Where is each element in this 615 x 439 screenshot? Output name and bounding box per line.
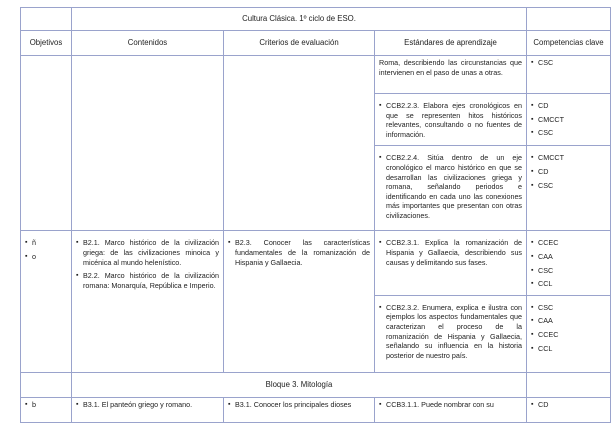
title-blank-cell-right (527, 8, 611, 31)
estandar-item: ▪ CCB2.3.1. Explica la romanización de Hispania y Gallaecia, describiendo sus causas y delimitando sus fases. (379, 238, 523, 267)
criterio-item: ▪ B2.3. Conocer las características fundamentales de la romanización de Hispania y Gallaecia. (228, 238, 370, 267)
title-row (21, 8, 611, 31)
bullet-icon: ▪ (531, 154, 534, 162)
table-row (21, 397, 611, 422)
criterios-cell (224, 56, 375, 231)
header-criterios: Criterios de evaluación (224, 31, 375, 56)
bullet-icon: ▪ (25, 400, 28, 408)
contenido-item: ▪ B2.2. Marco histórico de la civilización romana: Monarquía, República e Imperio. (76, 271, 219, 290)
bullet-icon: ▪ (228, 239, 231, 247)
competencia-item: ▪ CD (531, 166, 549, 176)
curriculum-page (20, 7, 610, 423)
bullet-icon: ▪ (531, 344, 534, 352)
estandar-cell (375, 94, 527, 146)
contenidos-cell (72, 397, 224, 422)
competencias-cell (527, 56, 611, 94)
bullet-icon: ▪ (379, 239, 382, 247)
bullet-icon: ▪ (531, 266, 534, 274)
objetivo-item: ▪ ñ (25, 238, 36, 248)
estandar-cell (375, 397, 527, 422)
bullet-icon: ▪ (531, 317, 534, 325)
estandar-item: ▪ CCB3.1.1. Puede nombrar con su (379, 399, 494, 409)
bullet-icon: ▪ (379, 102, 382, 109)
criterio-item: ▪ B3.1. Conocer los principales dioses (228, 399, 352, 409)
estandar-text: Roma, describiendo las circunstancias que intervienen en el paso de unas a otras. (379, 58, 523, 77)
curriculum-table (20, 7, 611, 423)
competencias-cell (527, 295, 611, 372)
bullet-icon: ▪ (531, 252, 534, 260)
bullet-icon: ▪ (379, 154, 382, 162)
objetivos-cell (21, 56, 72, 231)
bullet-icon: ▪ (531, 280, 534, 288)
estandar-item: ▪ CCB2.2.3. Elabora ejes cronológicos en que se representen hitos históricos relevantes, consultando o no fuentes de información. (379, 101, 523, 139)
competencia-item: ▪ CCL (531, 343, 553, 353)
estandar-cell (375, 295, 527, 372)
estandar-item: ▪ CCB2.2.4. Sitúa dentro de un eje cronológico el marco histórico en que se desarrollan las civilizaciones griega y romana, señalando periodos e identificando en cada uno las conexiones más importantes que presentan con otras civilizaciones. (379, 153, 523, 220)
competencias-cell (527, 397, 611, 422)
criterios-cell (224, 231, 375, 372)
bullet-icon: ▪ (25, 252, 28, 260)
objetivos-cell (21, 397, 72, 422)
bullet-icon: ▪ (531, 129, 534, 137)
table-row (21, 231, 611, 295)
bullet-icon: ▪ (531, 330, 534, 338)
bullet-icon: ▪ (76, 272, 79, 280)
competencias-cell (527, 231, 611, 295)
table-title: Cultura Clásica. 1º ciclo de ESO. (72, 8, 527, 31)
competencia-item: ▪ CSC (531, 180, 554, 190)
competencia-item: ▪ CMCCT (531, 153, 564, 163)
competencia-item: ▪ CCEC (531, 329, 559, 339)
competencia-item: ▪ CSC (531, 302, 554, 312)
objetivo-item: ▪ b (25, 399, 36, 409)
contenidos-cell (72, 56, 224, 231)
contenidos-cell (72, 231, 224, 372)
objetivos-cell (21, 231, 72, 372)
column-header-row (21, 31, 611, 56)
bullet-icon: ▪ (531, 181, 534, 189)
estandar-item: ▪ CCB2.3.2. Enumera, explica e ilustra con ejemplos los aspectos fundamentales que caracterizan el proceso de la romanización de Hispania y Gallaecia, señalando su influencia en la historia posterior de nuestro país. (379, 302, 523, 360)
bullet-icon: ▪ (531, 239, 534, 247)
competencia-item: ▪ CMCCT (531, 114, 564, 124)
competencia-item: ▪ CSC (531, 128, 554, 138)
bullet-icon: ▪ (228, 400, 231, 408)
competencias-cell (527, 94, 611, 146)
section-blank-cell (21, 372, 72, 397)
competencias-cell (527, 146, 611, 231)
section-blank-cell-right (527, 372, 611, 397)
contenido-item: ▪ B3.1. El panteón griego y romano. (76, 399, 193, 409)
competencia-item: ▪ CCL (531, 279, 553, 289)
header-contenidos: Contenidos (72, 31, 224, 56)
section-heading: Bloque 3. Mitología (72, 372, 527, 397)
header-competencias: Competencias clave (527, 31, 611, 56)
competencia-item: ▪ CCEC (531, 238, 559, 248)
bullet-icon: ▪ (531, 115, 534, 123)
contenido-item: ▪ B2.1. Marco histórico de la civilización griega: de las civilizaciones minoica y micénica al mundo helenístico. (76, 238, 219, 267)
bullet-icon: ▪ (25, 239, 28, 247)
header-objetivos: Objetivos (21, 31, 72, 56)
competencia-item: ▪ CSC (531, 58, 554, 67)
competencia-item: ▪ CSC (531, 265, 554, 275)
bullet-icon: ▪ (76, 400, 79, 408)
bullet-icon: ▪ (76, 239, 79, 247)
bullet-icon: ▪ (531, 102, 534, 109)
section-row (21, 372, 611, 397)
bullet-icon: ▪ (531, 59, 534, 66)
competencia-item: ▪ CD (531, 399, 549, 409)
estandar-cell (375, 231, 527, 295)
objetivo-item: ▪ o (25, 251, 36, 261)
bullet-icon: ▪ (531, 303, 534, 311)
bullet-icon: ▪ (379, 400, 382, 408)
bullet-icon: ▪ (531, 400, 534, 408)
title-blank-cell (21, 8, 72, 31)
table-row (21, 56, 611, 94)
header-estandares: Estándares de aprendizaje (375, 31, 527, 56)
competencia-item: ▪ CAA (531, 316, 553, 326)
criterios-cell (224, 397, 375, 422)
competencia-item: ▪ CAA (531, 251, 553, 261)
estandar-cell (375, 56, 527, 94)
bullet-icon: ▪ (379, 303, 382, 311)
competencia-item: ▪ CD (531, 101, 549, 110)
estandar-cell (375, 146, 527, 231)
bullet-icon: ▪ (531, 167, 534, 175)
